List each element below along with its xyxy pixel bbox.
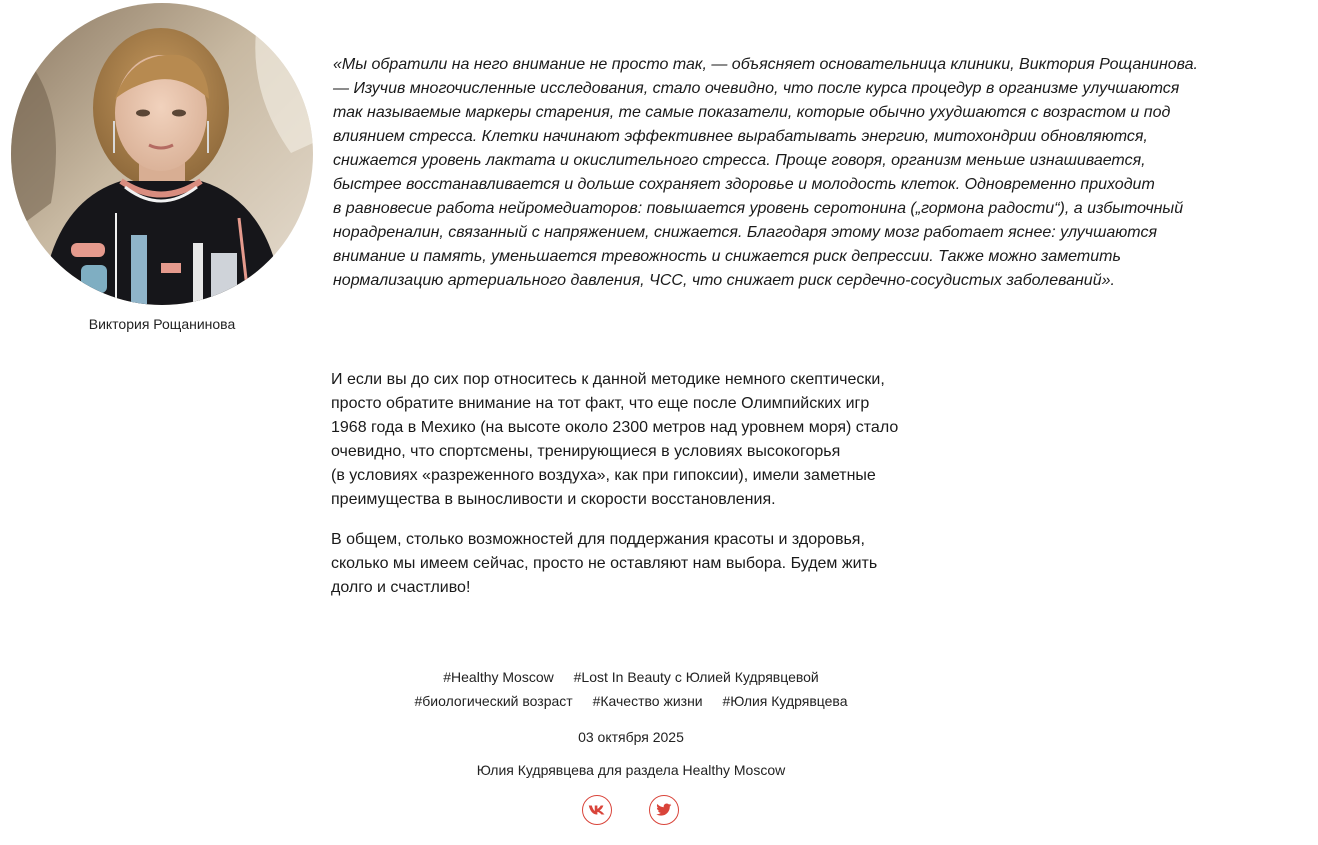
article-paragraph-1	[331, 368, 971, 512]
quote-line: норадреналин, связанный с напряжением, снижается. Благодаря этому мозг работает яснее: улучшаются	[333, 224, 1157, 241]
paragraph-line: долго и счастливо!	[331, 579, 471, 596]
author-credit: Юлия Кудрявцева для раздела Healthy Moscow	[476, 762, 786, 778]
quote-block	[333, 53, 1293, 293]
share-vk-button[interactable]	[582, 795, 612, 825]
quote-line: «Мы обратили на него внимание не просто так, — объясняет основательница клиники, Виктория Рощанинова.	[333, 56, 1198, 73]
tag-link-lost-in-beauty[interactable]: #Lost In Beauty с Юлией Кудрявцевой	[573, 669, 819, 685]
vk-icon	[588, 804, 606, 816]
paragraph-line: просто обратите внимание на тот факт, что еще после Олимпийских игр	[331, 395, 870, 412]
quote-line: влиянием стресса. Клетки начинают эффективнее вырабатывать энергию, митохондрии обновляются,	[333, 128, 1148, 145]
tags-row	[0, 693, 1262, 709]
quote-line: в равновесие работа нейромедиаторов: повышается уровень серотонина („гормона радости“), а избыточный	[333, 200, 1184, 217]
paragraph-line: (в условиях «разреженного воздуха», как при гипоксии), имели заметные	[331, 467, 876, 484]
portrait-caption: Виктория Рощанинова	[88, 316, 236, 332]
paragraph-line: В общем, столько возможностей для поддержания красоты и здоровья,	[331, 531, 865, 548]
quote-line: так называемые маркеры старения, те самые показатели, которые обычно ухудшаются с возрастом и под	[333, 104, 1171, 121]
portrait-image	[11, 3, 313, 305]
quote-line: внимание и память, уменьшается тревожность и снижается риск депрессии. Также можно заметить	[333, 248, 1121, 265]
quote-line: нормализацию артериального давления, ЧСС, что снижает риск сердечно-сосудистых заболеваний».	[333, 272, 1115, 289]
twitter-icon	[656, 803, 672, 817]
quote-line: — Изучив многочисленные исследования, стало очевидно, что после курса процедур в организме улучшаются	[333, 80, 1180, 97]
paragraph-line: 1968 года в Мехико (на высоте около 2300 метров над уровнем моря) стало	[331, 419, 899, 436]
paragraph-line: преимущества в выносливости и скорости восстановления.	[331, 491, 776, 508]
author-portrait	[11, 3, 313, 305]
tag-link-quality-of-life[interactable]: #Качество жизни	[592, 693, 703, 709]
tag-link-biological-age[interactable]: #биологический возраст	[414, 693, 573, 709]
share-twitter-button[interactable]	[649, 795, 679, 825]
paragraph-line: сколько мы имеем сейчас, просто не оставляют нам выбора. Будем жить	[331, 555, 878, 572]
paragraph-line: И если вы до сих пор относитесь к данной методике немного скептически,	[331, 371, 885, 388]
tag-link-healthy-moscow[interactable]: #Healthy Moscow	[443, 669, 554, 685]
quote-line: быстрее восстанавливается и дольше сохраняет здоровье и молодость клеток. Одновременно приходит	[333, 176, 1155, 193]
tag-link-yulia-kudryavtseva[interactable]: #Юлия Кудрявцева	[722, 693, 848, 709]
tags-row	[0, 669, 1262, 685]
publish-date: 03 октября 2025	[578, 729, 684, 745]
article-paragraph-2	[331, 528, 971, 600]
quote-line: снижается уровень лактата и окислительного стресса. Проще говоря, организм меньше изнашивается,	[333, 152, 1146, 169]
paragraph-line: очевидно, что спортсмены, тренирующиеся в условиях высокогорья	[331, 443, 841, 460]
